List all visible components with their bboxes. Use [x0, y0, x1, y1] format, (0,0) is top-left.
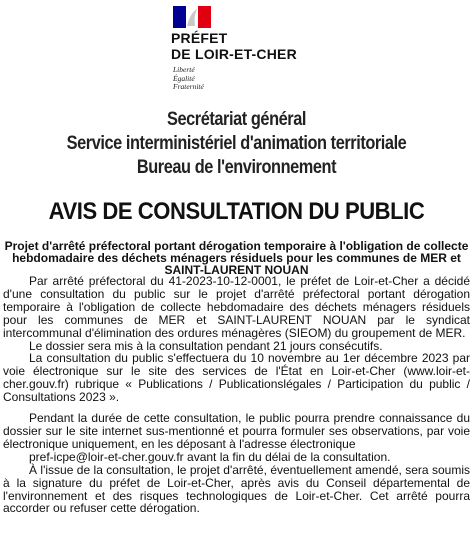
- subject-line-2: hebdomadaire des déchets ménagers résiduels pour les communes de MER et: [12, 251, 461, 265]
- paragraph-decision: Par arrêté préfectoral du 41-2023-10-12-0001, le préfet de Loir-et-Cher a décidé d'une consultation du public sur le projet d'arrêté préfectoral portant dérogation temporaire à l'obligation de collecte hebdomadaire des déchets ménagers résiduels pour les communes de MER et SAINT-LAURENT NOUAN par le syndicat intercommunal d'élimination des ordures ménagères (SIEOM) du groupement de MER.: [3, 274, 470, 340]
- motto-egalite: Égalité: [173, 73, 195, 83]
- notice-title: AVIS DE CONSULTATION DU PUBLIC: [48, 198, 425, 225]
- heading-bureau: Bureau de l'environnement: [136, 157, 337, 178]
- paragraph-email: pref-icpe@loir-et-cher.gouv.fr avant la fin du délai de la consultation.: [29, 449, 391, 464]
- heading-service: Service interministériel d'animation territoriale: [66, 133, 407, 154]
- republic-motto: [173, 66, 204, 92]
- notice-body: [3, 275, 470, 515]
- heading-secretariat: Secrétariat général: [167, 109, 306, 130]
- logo-line-1: PRÉFET: [171, 30, 228, 46]
- paragraph-dates: La consultation du public s'effectuera du 10 novembre au 1er décembre 2023 par voie électronique sur le site des services de l'État en Loir-et-Cher (www.loir-et-cher.gouv.fr) rubrique « Publications / Publicationslégales / Participation du public / Consultations 2023 ».: [3, 351, 470, 405]
- notice-subject: [0, 240, 473, 276]
- paragraph-observations: Pendant la durée de cette consultation, le public pourra prendre connaissance du dossier sur le site internet sus-mentionné et pourra formuler ses observations, par voie électronique uniquement, en les déposant à l'adresse électronique: [3, 411, 470, 451]
- subject-line-3: SAINT-LAURENT NOUAN: [164, 263, 309, 277]
- motto-liberte: Liberté: [173, 65, 195, 74]
- issuing-department: [0, 108, 473, 180]
- paragraph-outcome: À l'issue de la consultation, le projet d'arrêté, éventuellement amendé, sera soumis à la signature du préfet de Loir-et-Cher, après avis du Conseil départemental de l'environnement et des risques technologiques de Loir-et-Cher. Cet arrêté pourra accorder ou refuser cette dérogation.: [3, 462, 470, 516]
- paragraph-duration: Le dossier sera mis à la consultation pendant 21 jours consécutifs.: [29, 338, 383, 353]
- logo-line-2: DE LOIR-ET-CHER: [171, 46, 297, 62]
- subject-line-1: Projet d'arrêté préfectoral portant dérogation temporaire à l'obligation de collecte: [4, 239, 469, 253]
- marianne-flag-icon: [173, 6, 211, 28]
- motto-fraternite: Fraternité: [173, 82, 204, 91]
